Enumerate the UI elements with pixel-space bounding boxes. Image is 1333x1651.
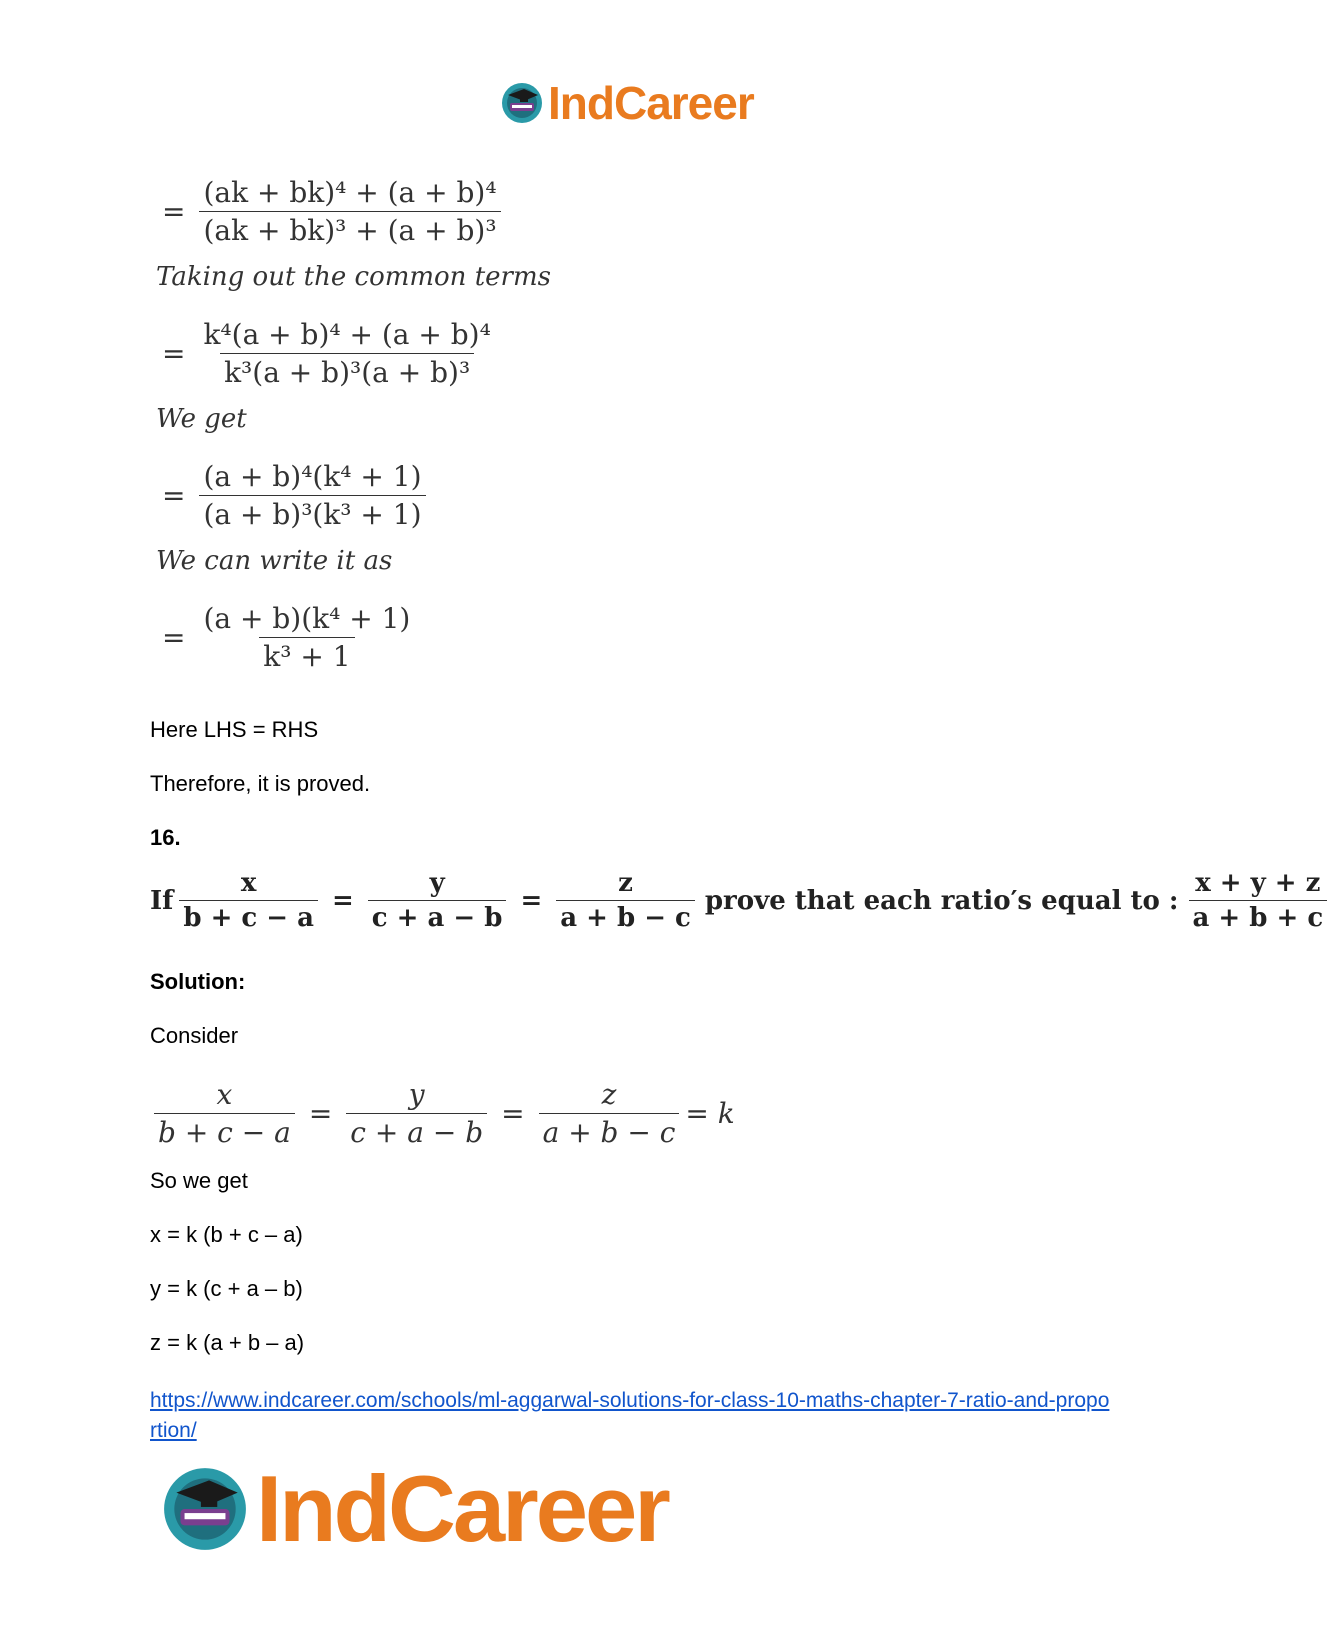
equation-4-numerator: (a + b)(k⁴ + 1)	[203, 602, 411, 635]
ratio-fraction-1-num: x	[216, 1078, 233, 1111]
equation-x: x = k (b + c – a)	[150, 1222, 303, 1247]
question-fraction-1-den: b + c − a	[179, 900, 318, 933]
source-url-link[interactable]: https://www.indcareer.com/schools/ml-aggarwal-solutions-for-class-10-maths-chapter-7-ratio-and-proportion/	[150, 1389, 1110, 1442]
equation-4: = $\frac{\text{(a + b)(k⁴ + 1)}}{\text{k³ + 1}}$	[154, 602, 420, 673]
equation-3-denominator: (a + b)³(k³ + 1)	[199, 495, 425, 531]
question-number: 16.	[150, 825, 181, 850]
ratio-fraction-3-den: a + b − c	[539, 1113, 680, 1149]
question-fraction-2-den: c + a − b	[368, 900, 507, 933]
equation-1-numerator: (ak + bk)⁴ + (a + b)⁴	[203, 176, 497, 209]
equation-2: = $\frac{\text{k⁴(a + b)⁴ + (a + b)⁴}}{\text{k³(a + b)³(a + b)³}}$	[154, 318, 501, 389]
solution-label: Solution:	[150, 969, 246, 994]
question-fraction-3-num: z	[618, 868, 633, 898]
equation-3: = $\frac{\text{(a + b)⁴(k⁴ + 1)}}{\text{(a + b)³(k³ + 1)}}$	[154, 460, 432, 531]
ratio-fraction-2-den: c + a − b	[346, 1113, 487, 1149]
indcareer-logo-top	[500, 77, 754, 129]
ratio-fraction-1-den: b + c − a	[154, 1113, 295, 1149]
equation-4-denominator: k³ + 1	[259, 637, 354, 673]
logo-wordmark: IndCareer	[548, 77, 754, 129]
equation-2-numerator: k⁴(a + b)⁴ + (a + b)⁴	[203, 318, 491, 351]
ratio-equals-k: = k	[685, 1097, 735, 1130]
graduation-cap-book-icon	[500, 81, 544, 125]
question-fraction-4-den: a + b + c	[1189, 900, 1328, 933]
equation-1-denominator: (ak + bk)³ + (a + b)³	[199, 211, 500, 247]
question-if: If	[150, 885, 174, 916]
equation-y: y = k (c + a – b)	[150, 1276, 303, 1301]
question-statement: If $\frac{x}{b + c - a}$ = $\frac{y}{c + a - b}$ = $\frac{z}{a + b - c}$ prove that each ratio′s equal to : $\frac{x + y + z}{a + b + c}$	[150, 868, 1333, 933]
proved-text: Therefore, it is proved.	[150, 771, 371, 796]
equation-3-numerator: (a + b)⁴(k⁴ + 1)	[203, 460, 422, 493]
so-we-get-text: So we get	[150, 1168, 248, 1193]
consider-text: Consider	[150, 1023, 239, 1048]
note-common-terms: Taking out the common terms	[156, 262, 551, 292]
note-write-as: We can write it as	[156, 546, 393, 576]
lhs-equals-rhs: Here LHS = RHS	[150, 717, 319, 742]
ratio-fraction-3-num: z	[601, 1078, 617, 1111]
question-fraction-3-den: a + b − c	[556, 900, 695, 933]
indcareer-logo-bottom	[160, 1456, 668, 1561]
graduation-cap-book-icon	[160, 1464, 250, 1554]
question-middle-text: prove that each ratio′s equal to :	[704, 885, 1179, 916]
equation-2-denominator: k³(a + b)³(a + b)³	[220, 353, 474, 389]
ratio-equation: $\frac{x}{b + c - a}$ = $\frac{y}{c + a - b}$ = $\frac{z}{a + b - c}$ = k	[148, 1078, 735, 1149]
equation-z: z = k (a + b – a)	[150, 1330, 305, 1355]
logo-wordmark: IndCareer	[256, 1456, 668, 1561]
equation-1: = $\frac{\text{(ak + bk)⁴ + (a + b)⁴}}{\text{(ak + bk)³ + (a + b)³}}$	[154, 176, 507, 247]
question-fraction-1-num: x	[240, 868, 257, 898]
question-fraction-4-num: x + y + z	[1195, 868, 1321, 898]
note-we-get: We get	[156, 404, 247, 434]
ratio-fraction-2-num: y	[408, 1078, 425, 1111]
question-fraction-2-num: y	[429, 868, 445, 898]
